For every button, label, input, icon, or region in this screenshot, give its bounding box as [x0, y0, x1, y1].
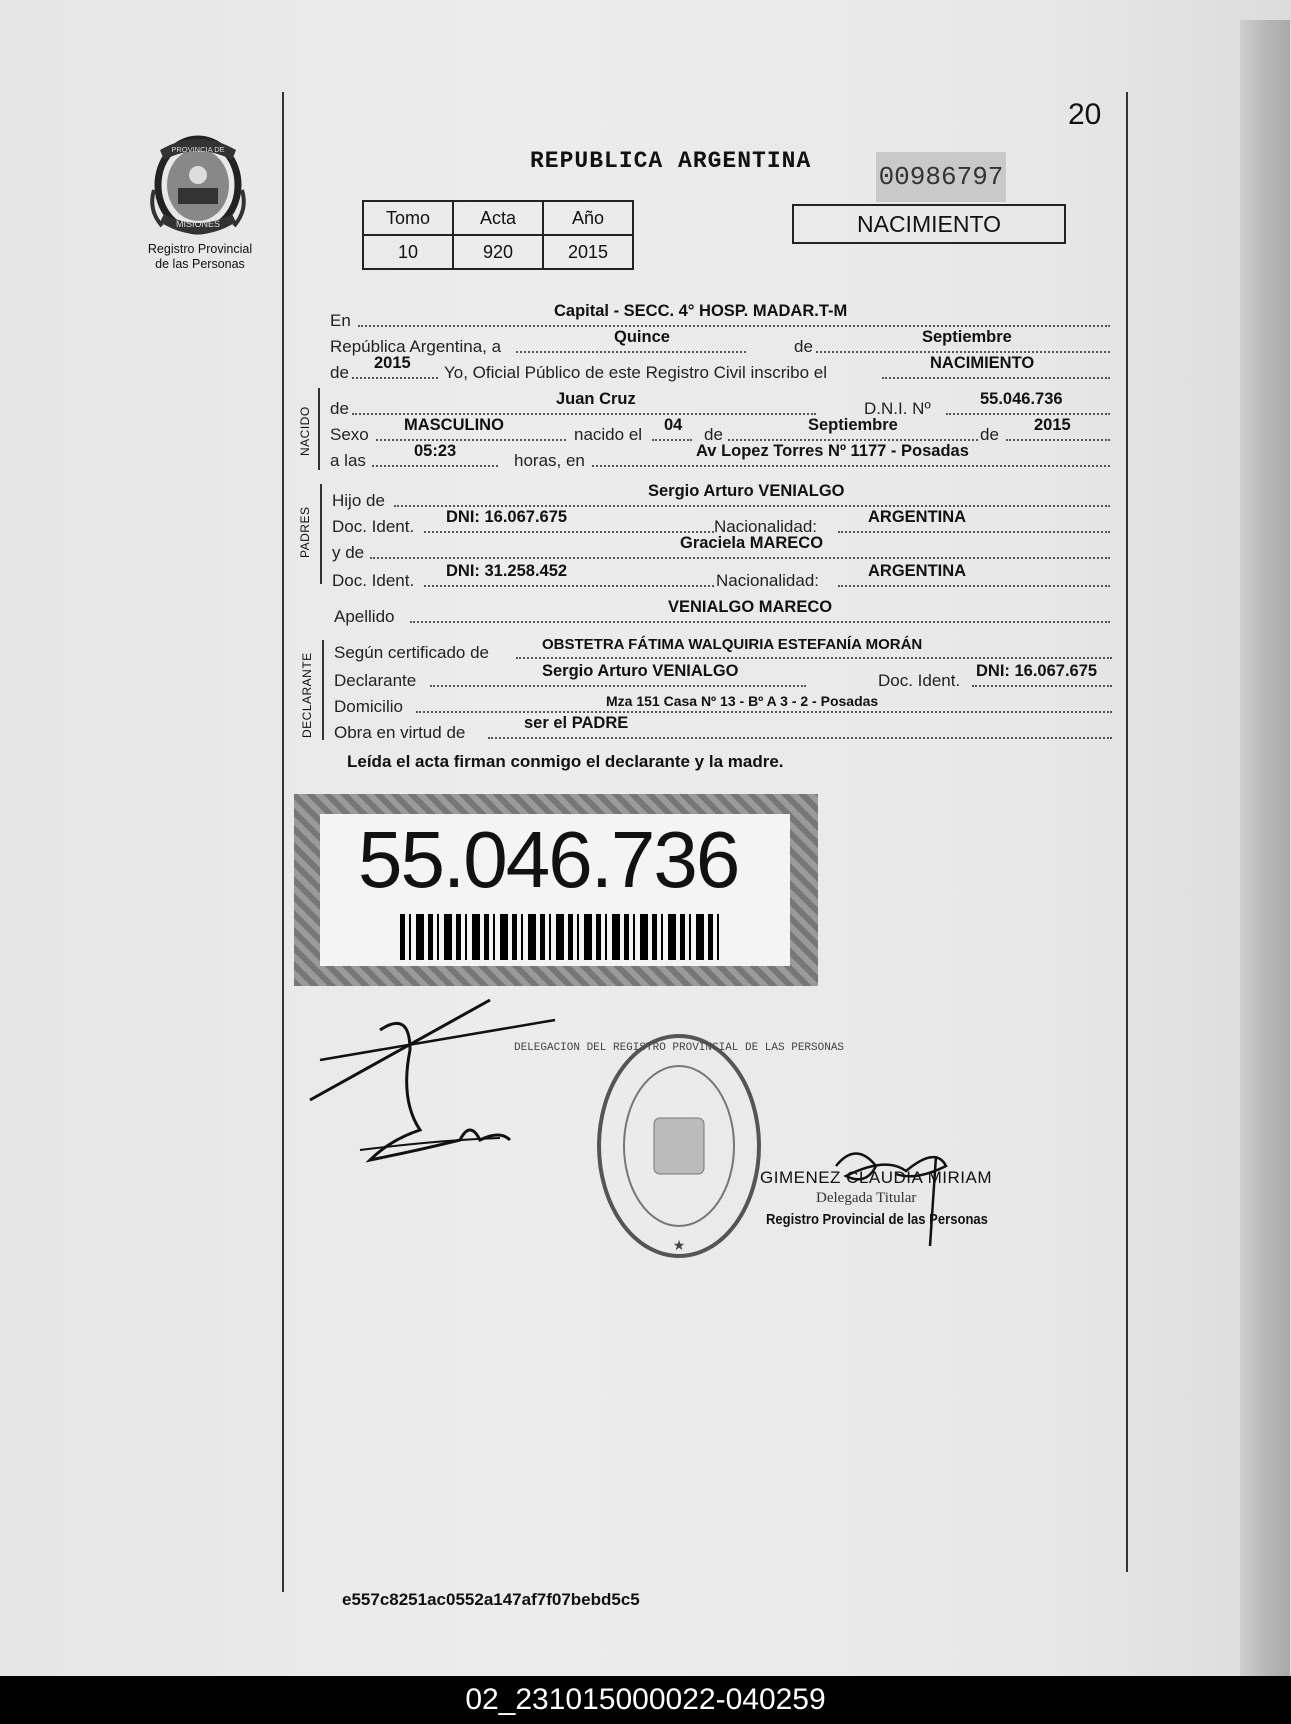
row-en	[330, 302, 1110, 330]
label-sexo: Sexo	[330, 425, 369, 444]
declarant-signature	[300, 990, 560, 1185]
registry-value-acta: 920	[453, 235, 543, 269]
value-mother-doc: DNI: 31.258.452	[446, 562, 568, 580]
label-apellido: Apellido	[334, 607, 395, 626]
record-type-box: NACIMIENTO	[792, 204, 1066, 244]
closing-statement: Leída el acta firman conmigo el declarante y la madre.	[347, 752, 784, 771]
label-de: de	[794, 337, 813, 356]
value-birth-time: 05:23	[414, 442, 457, 460]
section-label-nacido: NACIDO	[298, 406, 312, 456]
section-label-declarante: DECLARANTE	[300, 652, 314, 738]
value-apellido: VENIALGO MARECO	[668, 598, 833, 616]
value-sexo: MASCULINO	[404, 416, 504, 434]
serial-number: 00986797	[876, 152, 1006, 202]
value-mother-nat: ARGENTINA	[868, 562, 967, 580]
dni-label-number: 55.046.736	[358, 815, 739, 904]
value-domicilio: Mza 151 Casa Nº 13 - Bº A 3 - 2 - Posadas	[606, 693, 879, 709]
row-declarante	[334, 662, 1114, 690]
value-day: Quince	[614, 328, 670, 346]
label-hijo-de: Hijo de	[332, 491, 385, 510]
label-oficial: Yo, Oficial Público de este Registro Civil inscribo el	[444, 363, 827, 382]
value-father-name: Sergio Arturo VENIALGO	[648, 482, 845, 500]
label-father-nat: Nacionalidad:	[714, 517, 818, 536]
row-obra	[334, 714, 1114, 742]
section-label-padres: PADRES	[298, 506, 312, 558]
registry-header-anio: Año	[543, 201, 633, 235]
label-certificado: Según certificado de	[334, 643, 489, 662]
label-nacido-el: nacido el	[574, 425, 643, 444]
value-birth-day: 04	[664, 416, 683, 434]
row-father-doc	[332, 508, 1112, 536]
label-nacido-de: de	[330, 399, 349, 418]
label-father-doc: Doc. Ident.	[332, 517, 415, 536]
value-birth-year: 2015	[1034, 416, 1071, 434]
value-father-doc: DNI: 16.067.675	[446, 508, 568, 526]
row-domicilio	[334, 692, 1114, 714]
registry-header-tomo: Tomo	[363, 201, 453, 235]
value-inscribo: NACIMIENTO	[930, 354, 1035, 372]
label-de-month: de	[704, 425, 723, 444]
logo-caption-line1: Registro Provincial	[147, 242, 253, 256]
row-sexo	[330, 416, 1110, 444]
value-declarante-doc: DNI: 16.067.675	[976, 662, 1098, 680]
label-domicilio: Domicilio	[334, 697, 403, 716]
registry-header-acta: Acta	[453, 201, 543, 235]
value-child-name: Juan Cruz	[556, 390, 636, 408]
label-horas-en: horas, en	[514, 451, 585, 470]
row-apellido	[334, 598, 1114, 626]
label-dni: D.N.I. Nº	[864, 399, 931, 418]
registry-value-anio: 2015	[543, 235, 633, 269]
footer-id-bar	[0, 1676, 1291, 1724]
padres-bracket	[320, 484, 322, 584]
dni-label	[294, 794, 818, 986]
row-horas	[330, 442, 1110, 470]
value-year: 2015	[374, 354, 411, 372]
page-edge	[1240, 20, 1290, 1676]
value-place-registration: Capital - SECC. 4° HOSP. MADAR.T-M	[554, 302, 848, 320]
declarante-bracket	[322, 640, 324, 740]
label-declarante: Declarante	[334, 671, 417, 690]
label-republica: República Argentina, a	[330, 337, 502, 356]
label-mother-doc: Doc. Ident.	[332, 571, 415, 590]
dni-label-inner	[320, 814, 790, 966]
footer-id: 02_231015000022-040259	[465, 1683, 826, 1716]
row-y-de	[332, 534, 1112, 562]
value-birth-place: Av Lopez Torres Nº 1177 - Posadas	[696, 442, 969, 460]
value-obra: ser el PADRE	[524, 714, 629, 732]
nacido-bracket	[318, 388, 320, 470]
value-month: Septiembre	[922, 328, 1012, 346]
page-number: 20	[1068, 98, 1102, 131]
value-mother-name: Graciela MARECO	[680, 534, 824, 552]
logo-arc-bottom: MISIONES	[175, 219, 221, 229]
row-mother-doc	[332, 562, 1112, 590]
label-mother-nat: Nacionalidad:	[716, 571, 820, 590]
right-margin-line	[1126, 92, 1128, 1572]
official-seal-icon	[513, 1030, 845, 1262]
label-de-year: de	[330, 363, 349, 382]
row-certificado	[334, 638, 1114, 660]
row-oficial	[330, 354, 1110, 382]
logo-caption	[130, 242, 270, 272]
logo-arc-top: PROVINCIA DE	[171, 145, 225, 154]
document-hash: e557c8251ac0552a147af7f07bebd5c5	[342, 1590, 640, 1609]
row-nacido-name	[330, 390, 1110, 418]
registry-table	[362, 200, 634, 270]
label-obra: Obra en virtud de	[334, 723, 466, 742]
logo-caption-line2: de las Personas	[155, 257, 245, 271]
left-margin-line	[282, 92, 284, 1592]
label-declarante-doc: Doc. Ident.	[878, 671, 961, 690]
value-child-dni: 55.046.736	[980, 390, 1063, 408]
coat-of-arms-icon	[148, 130, 248, 240]
official-name: GIMENEZ CLAUDIA MIRIAM	[760, 1168, 993, 1187]
value-declarante: Sergio Arturo VENIALGO	[542, 662, 739, 680]
row-republica	[330, 328, 1110, 356]
label-a-las: a las	[330, 451, 366, 470]
row-hijo-de	[332, 482, 1112, 510]
label-de-year2: de	[980, 425, 999, 444]
official-org: Registro Provincial de las Personas	[766, 1212, 988, 1228]
barcode-icon	[400, 914, 720, 960]
value-father-nat: ARGENTINA	[868, 508, 967, 526]
label-y-de: y de	[332, 543, 365, 562]
document-title: REPUBLICA ARGENTINA	[530, 148, 812, 174]
value-certificado: OBSTETRA FÁTIMA WALQUIRIA ESTEFANÍA MORÁN	[542, 636, 923, 653]
label-en: En	[330, 311, 351, 330]
official-role: Delegada Titular	[816, 1190, 917, 1206]
registry-value-tomo: 10	[363, 235, 453, 269]
seal-ring-text: DELEGACION DEL REGISTRO PROVINCIAL DE LAS PERSONAS	[513, 1042, 845, 1054]
svg-text:★: ★	[672, 1237, 686, 1253]
value-birth-month: Septiembre	[808, 416, 898, 434]
